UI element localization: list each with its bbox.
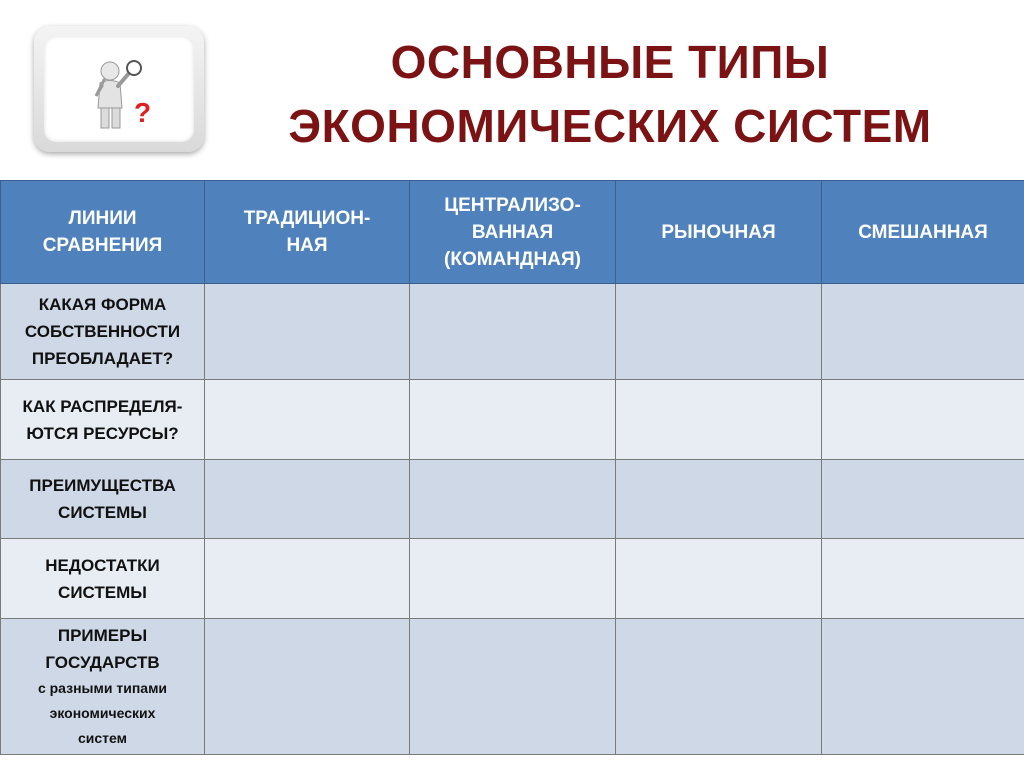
cell-empty[interactable]: [822, 380, 1024, 460]
cell-empty[interactable]: [616, 539, 822, 619]
cell-empty[interactable]: [205, 284, 410, 380]
table-header-row: [1, 181, 1024, 284]
table-row: [1, 539, 1024, 619]
logo-tile: [34, 26, 204, 152]
table-row: [1, 284, 1024, 380]
header-mixed: СМЕШАННАЯ: [822, 181, 1024, 284]
row-label-advantages: ПРЕИМУЩЕСТВА СИСТЕМЫ: [1, 460, 205, 539]
cell-empty[interactable]: [205, 460, 410, 539]
cell-empty[interactable]: [822, 619, 1024, 755]
cell-empty[interactable]: [822, 539, 1024, 619]
page-title: [230, 30, 990, 158]
table-row: [1, 380, 1024, 460]
table-row: [1, 460, 1024, 539]
header-market: РЫНОЧНАЯ: [616, 181, 822, 284]
cell-empty[interactable]: [205, 619, 410, 755]
cell-empty[interactable]: [410, 284, 616, 380]
cell-empty[interactable]: [205, 380, 410, 460]
row-label-disadvantages: НЕДОСТАТКИ СИСТЕМЫ: [1, 539, 205, 619]
cell-empty[interactable]: [205, 539, 410, 619]
cell-empty[interactable]: [410, 380, 616, 460]
thinking-person-with-magnifier-icon: [34, 26, 204, 152]
cell-empty[interactable]: [410, 539, 616, 619]
cell-empty[interactable]: [822, 284, 1024, 380]
row-label-ownership: КАКАЯ ФОРМА СОБСТВЕННОСТИ ПРЕОБЛАДАЕТ?: [1, 284, 205, 380]
header-traditional: ТРАДИЦИОН- НАЯ: [205, 181, 410, 284]
header-command: ЦЕНТРАЛИЗО- ВАННАЯ (КОМАНДНАЯ): [410, 181, 616, 284]
row-label-resources: КАК РАСПРЕДЕЛЯ- ЮТСЯ РЕСУРСЫ?: [1, 380, 205, 460]
cell-empty[interactable]: [616, 619, 822, 755]
title-line-1: ОСНОВНЫЕ ТИПЫ: [390, 36, 830, 88]
cell-empty[interactable]: [616, 284, 822, 380]
cell-empty[interactable]: [616, 380, 822, 460]
table-row: [1, 619, 1024, 755]
cell-empty[interactable]: [616, 460, 822, 539]
cell-empty[interactable]: [410, 619, 616, 755]
cell-empty[interactable]: [410, 460, 616, 539]
title-line-2: ЭКОНОМИЧЕСКИХ СИСТЕМ: [288, 100, 932, 152]
logo-question-mark: ?: [134, 97, 152, 128]
cell-empty[interactable]: [822, 460, 1024, 539]
row-label-examples: ПРИМЕРЫ ГОСУДАРСТВ с разными типами экономических систем: [1, 619, 205, 755]
comparison-table: [0, 180, 1024, 755]
header-criteria: ЛИНИИ СРАВНЕНИЯ: [1, 181, 205, 284]
